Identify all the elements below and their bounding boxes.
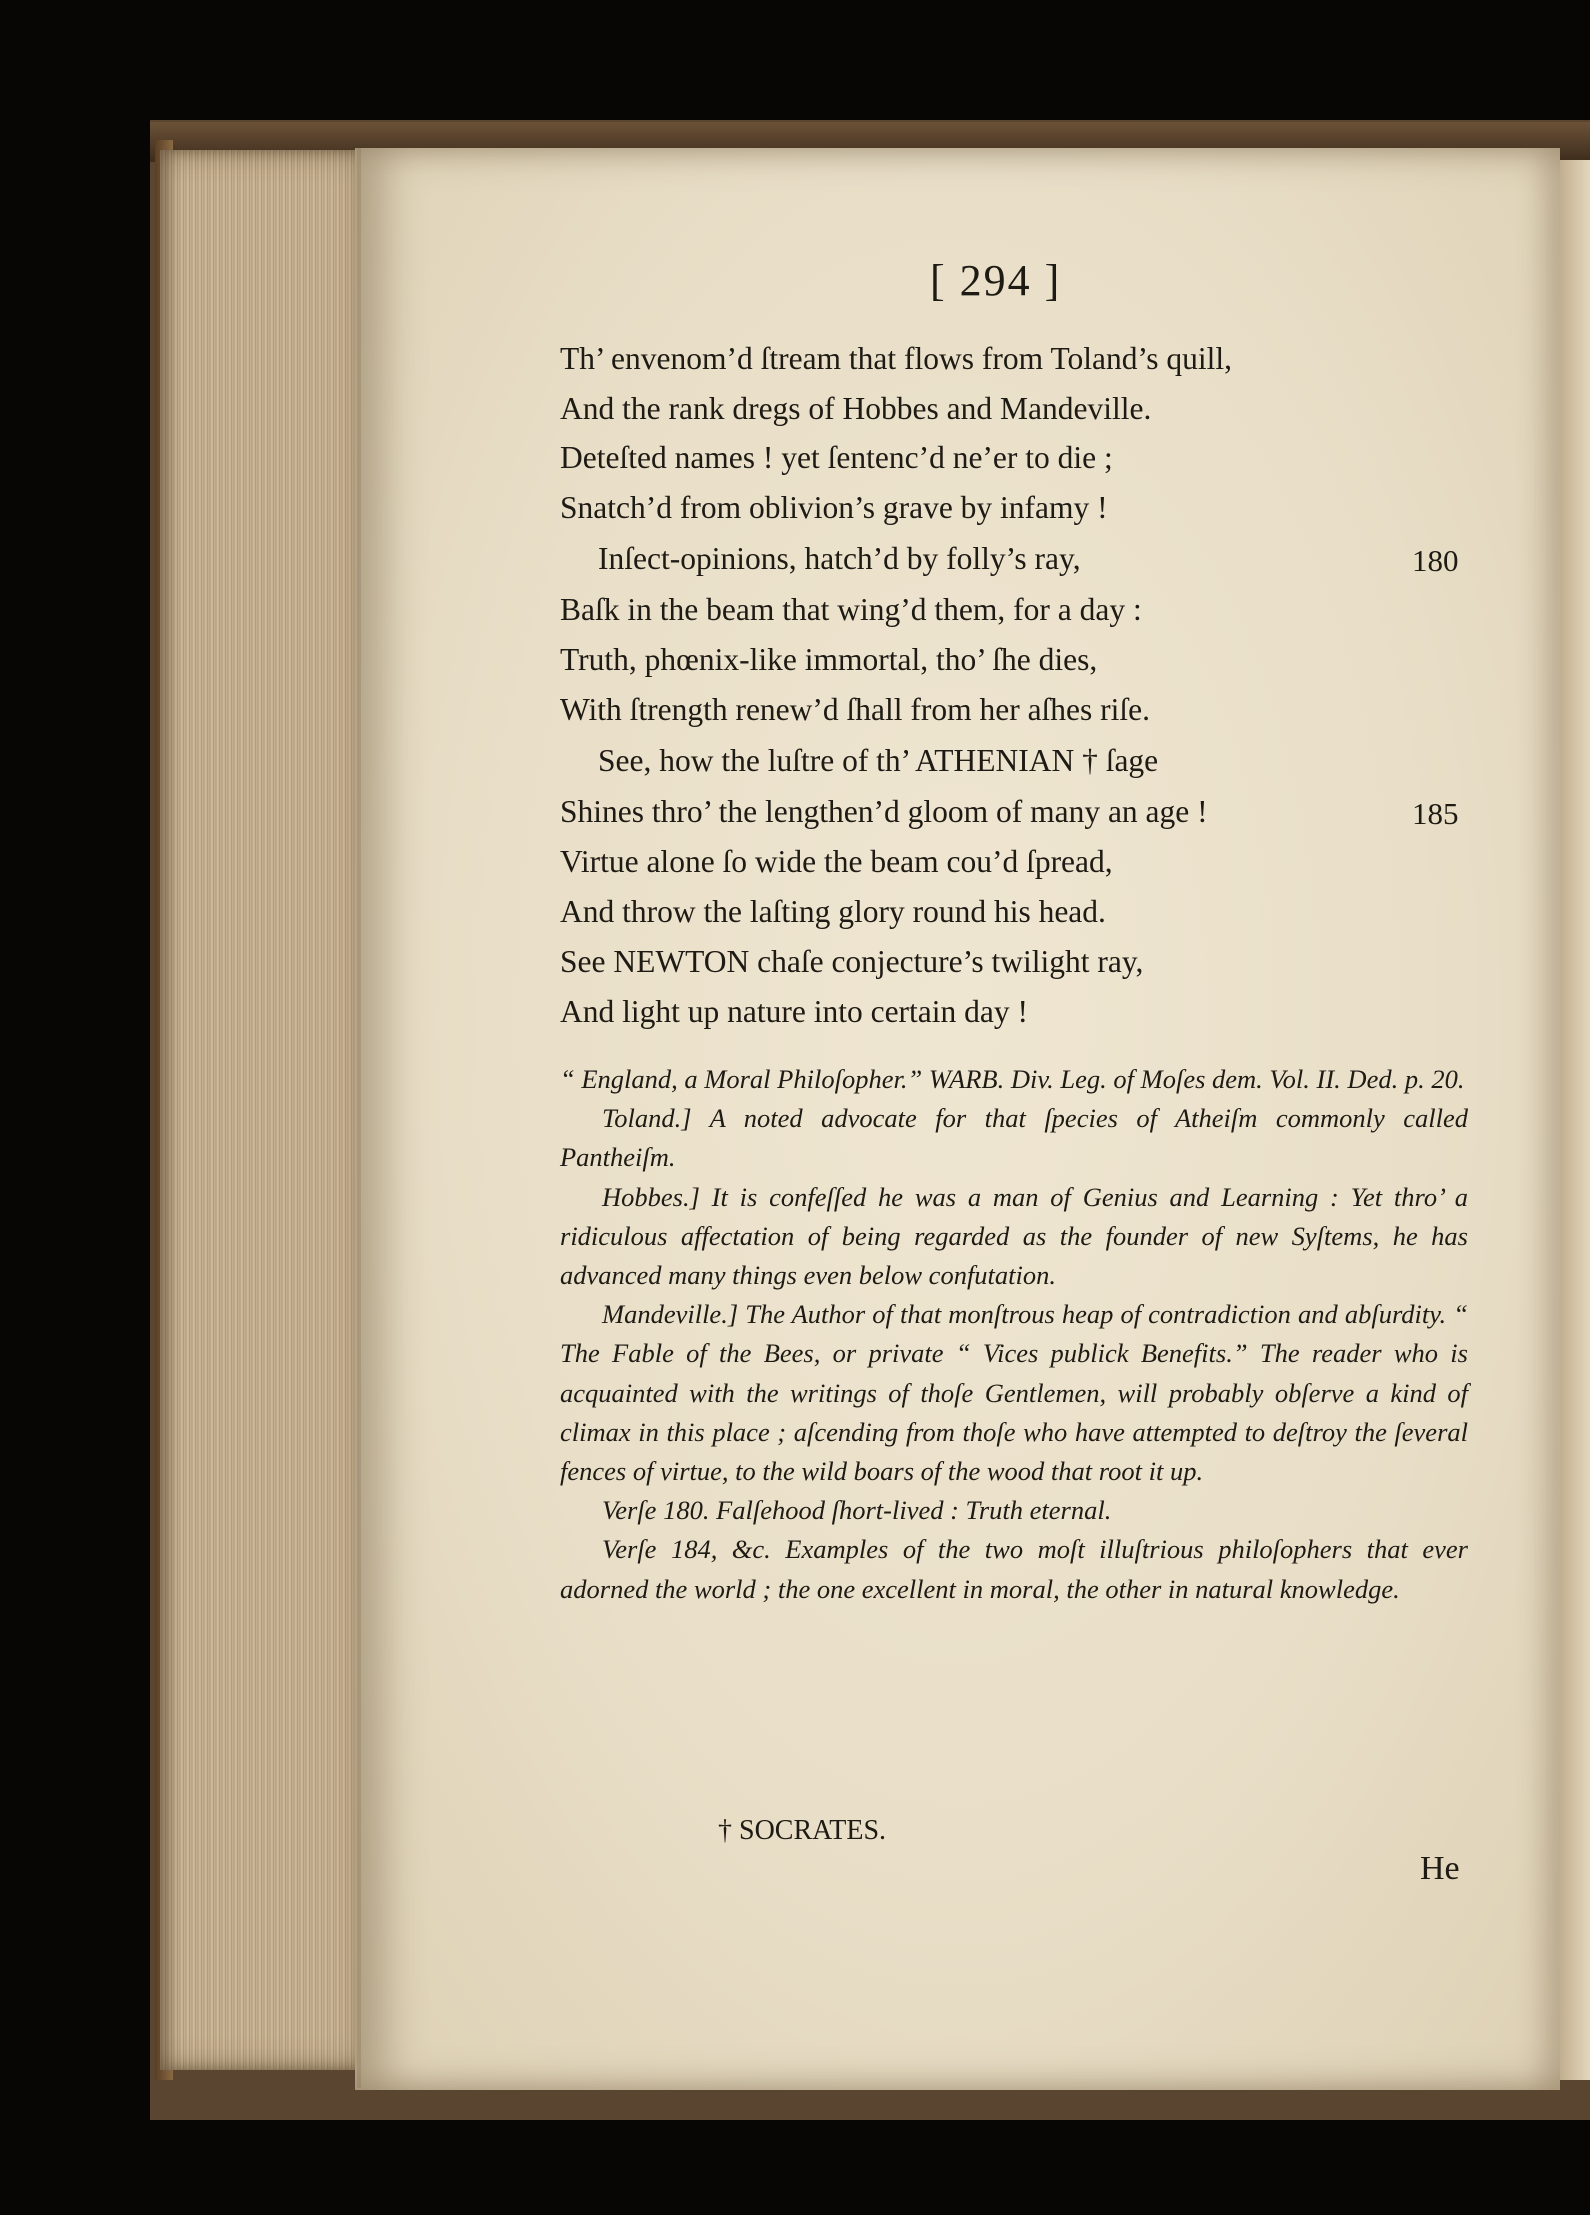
facing-page-edge	[1556, 160, 1590, 2080]
notes	[560, 1060, 1468, 1609]
verse-number: 185	[1412, 796, 1459, 831]
note-paragraph: Verſe 184, &c. Examples of the two moſt illuſtrious philoſophers that ever adorned the world ; the one excellent in moral, the other in natural knowledge.	[560, 1534, 1468, 1604]
verse-line: And throw the laſting glory round his head.	[560, 894, 1106, 929]
note-paragraph: Toland.] A noted advocate for that ſpecies of Atheiſm commonly called Pantheiſm.	[560, 1103, 1468, 1173]
verse-line: See NEWTON chaſe conjecture’s twilight ray,	[560, 944, 1144, 979]
verse-line: And the rank dregs of Hobbes and Mandeville.	[560, 391, 1152, 426]
note-paragraph: Verſe 180. Falſehood ſhort-lived : Truth eternal.	[602, 1495, 1112, 1526]
verse-line: Snatch’d from oblivion’s grave by infamy !	[560, 490, 1108, 525]
verse-line: Truth, phœnix-like immortal, tho’ ſhe dies,	[560, 642, 1098, 677]
verse-line: And light up nature into certain day !	[560, 994, 1028, 1029]
footnote: † SOCRATES.	[718, 1815, 887, 1846]
verse-line: Shines thro’ the lengthen’d gloom of many an age !	[560, 794, 1208, 829]
verse-line: Th’ envenom’d ſtream that flows from Toland’s quill,	[560, 341, 1232, 376]
verse-line: With ſtrength renew’d ſhall from her aſhes riſe.	[560, 692, 1151, 727]
verse-line: Deteſted names ! yet ſentenc’d ne’er to die ;	[560, 440, 1113, 475]
page-edges	[160, 150, 385, 2070]
verse-line: Virtue alone ſo wide the beam cou’d ſpread,	[560, 844, 1113, 879]
catchword: He	[1420, 1850, 1460, 1887]
verse-line: See, how the luſtre of th’ ATHENIAN † ſage	[598, 743, 1159, 778]
gutter-shadow	[357, 148, 361, 2088]
note-paragraph: Mandeville.] The Author of that monſtrous heap of contradiction and abſurdity. “ The Fable of the Bees, or private “ Vices publick Benefits.” The reader who is acquainted with the writings of thoſe Gentlemen, will probably obſerve a kind of climax in this place ; aſcending from thoſe who have attempted to deſtroy the ſeveral fences of virtue, to the wild boars of the wood that root it up.	[560, 1299, 1468, 1487]
verse-number: 180	[1412, 543, 1459, 578]
note-paragraph: Hobbes.] It is confeſſed he was a man of Genius and Learning : Yet thro’ a ridiculous affectation of being regarded as the founder of new Syſtems, he has advanced many things even below confutation.	[560, 1181, 1468, 1291]
verse-line: Inſect-opinions, hatch’d by folly’s ray,	[598, 541, 1081, 576]
verse-line: Baſk in the beam that wing’d them, for a day :	[560, 592, 1142, 627]
page-number: [ 294 ]	[930, 256, 1062, 305]
note-paragraph: “ England, a Moral Philoſopher.” WARB. Div. Leg. of Moſes dem. Vol. II. Ded. p. 20.	[560, 1064, 1465, 1094]
